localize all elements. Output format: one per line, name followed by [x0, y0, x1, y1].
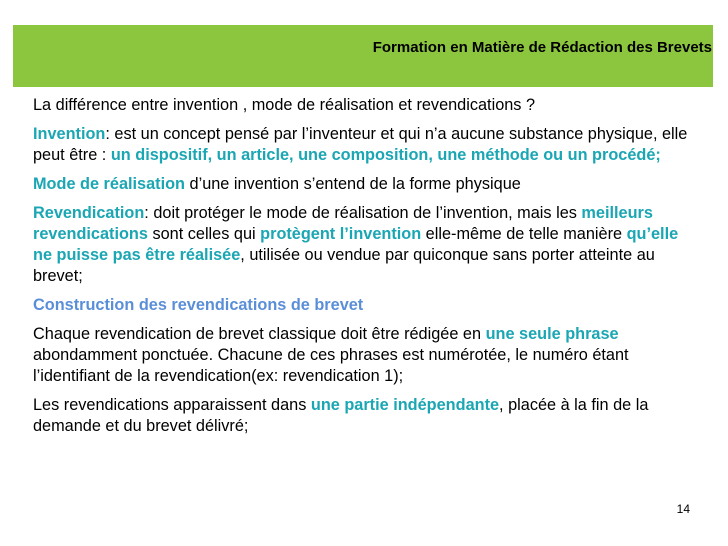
- page-title: Formation en Matière de Rédaction des Brevets: [372, 39, 712, 56]
- revendication-text-2: sont celles qui: [147, 225, 261, 243]
- page-number: 14: [676, 502, 690, 516]
- header-bar: [13, 25, 713, 87]
- invention-paragraph: [33, 124, 693, 166]
- question-paragraph: [33, 95, 693, 116]
- mode-term: Mode de réalisation: [33, 175, 185, 193]
- revendication-text-4: , utilisée ou vendue par quiconque sans porter atteinte au brevet;: [33, 246, 655, 285]
- claim-rule-text-2: abondamment ponctuée. Chacune de ces phrases est numérotée, le numéro étant l’identifiant de la revendication(ex: revendication 1);: [33, 346, 629, 385]
- mode-text: d’une invention s’entend de la forme physique: [185, 175, 521, 193]
- claim-rule-paragraph: [33, 324, 693, 387]
- invention-text: : est un concept pensé par l’inventeur et qui n’a aucune substance physique, elle peut être :: [33, 125, 688, 164]
- claim-rule-text-1: Chaque revendication de brevet classique doit être rédigée en: [33, 325, 486, 343]
- revendication-emphasis-2: protègent l’invention: [260, 225, 422, 243]
- revendication-text-3: elle-même de telle manière: [421, 225, 627, 243]
- question-text: La différence entre invention , mode de réalisation et revendications ?: [33, 96, 536, 114]
- claim-rule-emphasis: une seule phrase: [485, 325, 619, 343]
- invention-list: un dispositif, un article, une composition, une méthode ou un procédé;: [110, 146, 661, 164]
- revendication-emphasis-1: meilleurs revendications: [33, 204, 653, 243]
- claims-location-emphasis: une partie indépendante: [310, 396, 500, 414]
- claims-location-paragraph: [33, 395, 693, 437]
- construction-heading-paragraph: [33, 295, 693, 316]
- revendication-emphasis-3: qu’elle ne puisse pas être réalisée: [33, 225, 679, 264]
- mode-paragraph: [33, 174, 693, 195]
- slide-content: [33, 95, 693, 445]
- invention-term: Invention: [33, 125, 106, 143]
- revendication-paragraph: [33, 203, 693, 287]
- claims-location-text-1: Les revendications apparaissent dans: [33, 396, 311, 414]
- claims-location-text-2: , placée à la fin de la demande et du brevet délivré;: [33, 396, 649, 435]
- construction-heading: Construction des revendications de brevet: [33, 296, 364, 314]
- revendication-text-1: : doit protéger le mode de réalisation de l’invention, mais les: [144, 204, 582, 222]
- revendication-term: Revendication: [33, 204, 145, 222]
